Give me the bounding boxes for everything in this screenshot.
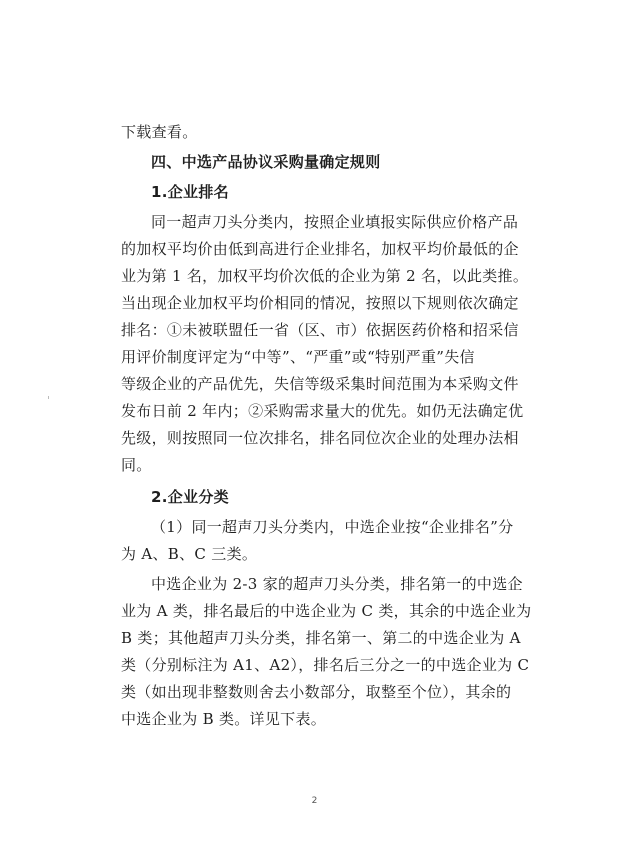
paragraph-line: 用评价制度评定为“中等”、“严重”或“特别严重”失信 — [121, 348, 475, 366]
paragraph-line: 的加权平均价由低到高进行企业排名，加权平均价最低的企 — [121, 240, 519, 258]
paragraph-line: 类（如出现非整数则舍去小数部分，取整至个位），其余的 — [121, 683, 512, 701]
paragraph-line: 等级企业的产品优先，失信等级采集时间范围为本采购文件 — [121, 375, 519, 393]
paragraph-line: 同。 — [121, 456, 152, 474]
paragraph-line: 业为第 1 名，加权平均价次低的企业为第 2 名，以此类推。 — [121, 267, 529, 285]
paragraph-line: 排名：①未被联盟任一省（区、市）依据医药价格和招采信 — [121, 321, 519, 339]
document-body — [121, 119, 532, 733]
subsection-heading: 1.企业排名 — [151, 183, 229, 201]
page-number: 2 — [311, 796, 318, 806]
paragraph-line: 同一超声刀头分类内，按照企业填报实际供应价格产品 — [151, 213, 519, 231]
paragraph-line: 为 A、B、C 三类。 — [121, 545, 258, 563]
section-heading: 四、中选产品协议采购量确定规则 — [151, 153, 381, 171]
paragraph-line: 中选企业为 2-3 家的超声刀头分类，排名第一的中选企 — [151, 575, 523, 593]
paragraph-line: 下载查看。 — [121, 123, 198, 141]
paragraph-line: 中选企业为 B 类。详见下表。 — [121, 710, 327, 728]
paragraph-line: B 类；其他超声刀头分类，排名第一、第二的中选企业为 A — [121, 629, 521, 647]
scan-mark — [48, 396, 49, 399]
paragraph-line: 类（分别标注为 A1、A2），排名后三分之一的中选企业为 C — [121, 656, 530, 674]
paragraph-line: 当出现企业加权平均价相同的情况，按照以下规则依次确定 — [121, 294, 519, 312]
paragraph-line: 先级，则按照同一位次排名，排名同位次企业的处理办法相 — [121, 429, 519, 447]
paragraph-line: 业为 A 类，排名最后的中选企业为 C 类，其余的中选企业为 — [121, 602, 532, 620]
subsection-heading: 2.企业分类 — [151, 488, 229, 506]
paragraph-line: （1）同一超声刀头分类内，中选企业按“企业排名”分 — [151, 518, 514, 536]
paragraph-line: 发布日前 2 年内；②采购需求量大的优先。如仍无法确定优 — [121, 402, 524, 420]
